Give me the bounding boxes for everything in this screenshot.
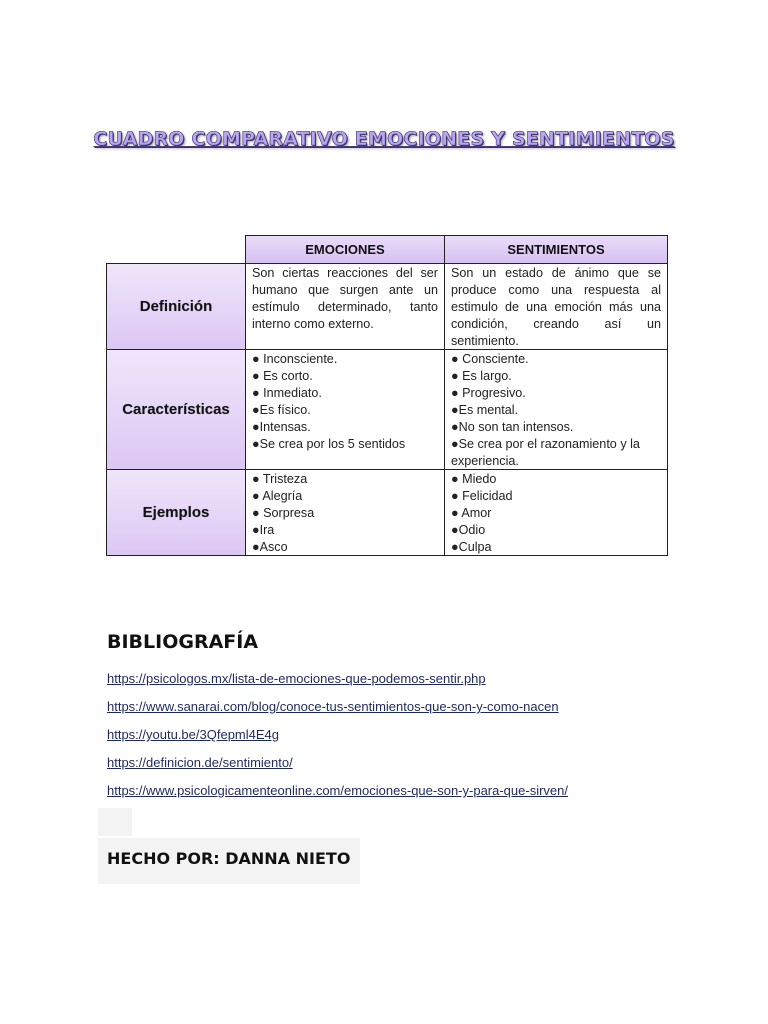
list-item: ● Sorpresa (252, 506, 315, 520)
definicion-emociones: Son ciertas reacciones del ser humano que surgen ante un estímulo determinado, tanto interno como externo. (245, 263, 445, 350)
row-header-definicion: Definición (106, 263, 246, 350)
list-item: ● Felicidad (451, 489, 513, 503)
ejemplos-emociones (245, 469, 445, 556)
scan-shade (98, 808, 132, 836)
list-item: ● Miedo (451, 472, 497, 486)
list-item: ● Es corto. (252, 369, 313, 383)
list-item: ● Consciente. (451, 352, 529, 366)
list-item: ● Amor (451, 506, 492, 520)
definicion-sentimientos: Son un estado de ánimo que se produce como una respuesta al estimulo de una emoción más una condición, creando así un sentimiento. (444, 263, 668, 350)
list-item: ●Es mental. (451, 403, 519, 417)
list-item: ● Progresivo. (451, 386, 526, 400)
bibliography-links (107, 670, 568, 810)
list-item: ●Odio (451, 523, 486, 537)
bibliography-link[interactable]: https://youtu.be/3Qfepml4E4g (107, 727, 279, 742)
list-item: ●Intensas. (252, 420, 311, 434)
bibliography-link[interactable]: https://www.sanarai.com/blog/conoce-tus-sentimientos-que-son-y-como-nacen (107, 699, 559, 714)
ejemplos-sentimientos (444, 469, 668, 556)
bibliography-heading: BIBLIOGRAFÍA (107, 631, 259, 653)
author-credit: HECHO POR: DANNA NIETO (107, 849, 351, 868)
list-item: ● Alegría (252, 489, 303, 503)
caracteristicas-sentimientos (444, 349, 668, 470)
bibliography-link[interactable]: https://definicion.de/sentimiento/ (107, 755, 293, 770)
list-item: ●No son tan intensos. (451, 420, 574, 434)
list-item: ● Inmediato. (252, 386, 322, 400)
bibliography-link[interactable]: https://psicologos.mx/lista-de-emociones-que-podemos-sentir.php (107, 671, 486, 686)
list-item: ●Se crea por los 5 sentidos (252, 437, 406, 451)
caracteristicas-emociones (245, 349, 445, 470)
bibliography-link[interactable]: https://www.psicologicamenteonline.com/emociones-que-son-y-para-que-sirven/ (107, 783, 568, 798)
row-header-caracteristicas: Características (106, 349, 246, 470)
comparison-table (106, 235, 668, 556)
list-item: ● Es largo. (451, 369, 512, 383)
row-header-ejemplos: Ejemplos (106, 469, 246, 556)
list-item: ●Es físico. (252, 403, 311, 417)
column-header-sentimientos: SENTIMIENTOS (444, 235, 668, 264)
list-item: ● Tristeza (252, 472, 308, 486)
column-header-emociones: EMOCIONES (245, 235, 445, 264)
list-item: ●Ira (252, 523, 275, 537)
list-item: ●Culpa (451, 540, 492, 554)
list-item: ● Inconsciente. (252, 352, 338, 366)
page-title: CUADRO COMPARATIVO EMOCIONES Y SENTIMIENTOS (93, 128, 675, 150)
list-item: ●Se crea por el razonamiento y la experiencia. (451, 437, 640, 468)
list-item: ●Asco (252, 540, 288, 554)
